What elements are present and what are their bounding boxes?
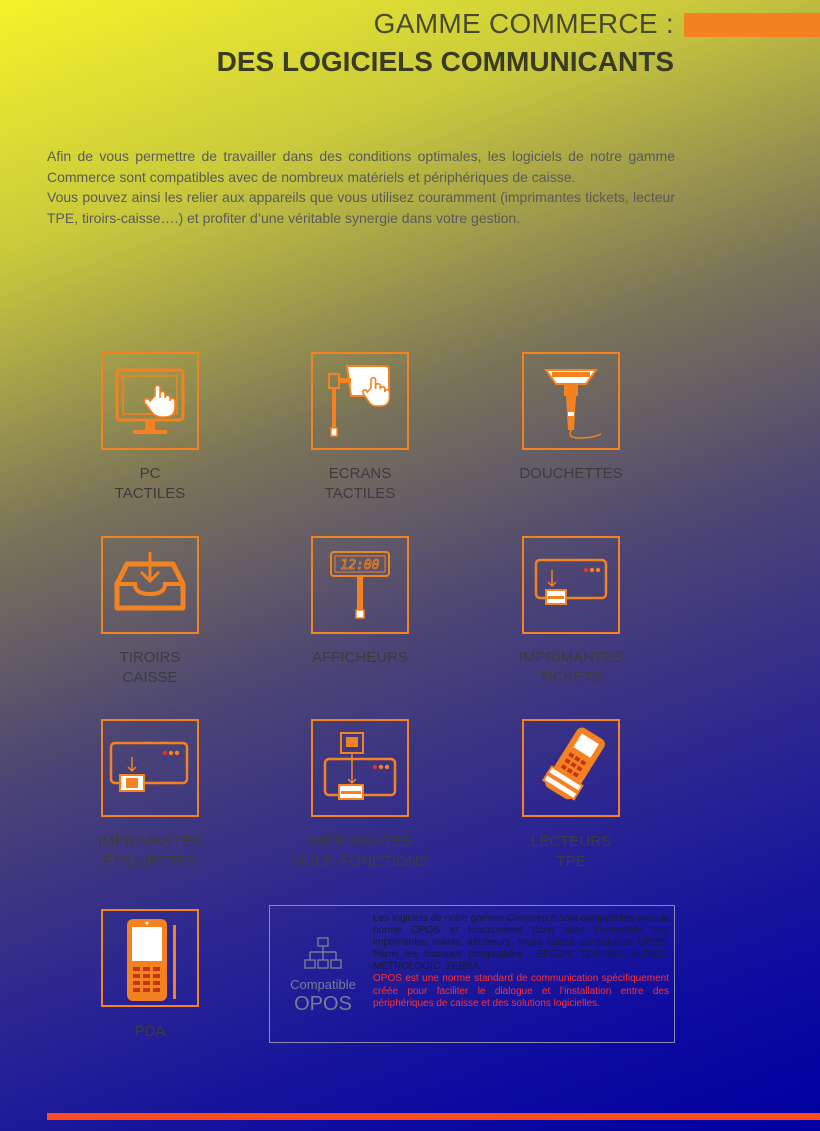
payment-terminal-icon (524, 721, 618, 815)
device-label-imprimantes-tickets: IMPRIMANTES TICKETS (518, 649, 624, 686)
opos-compatible-label: Compatible (290, 977, 356, 992)
network-hierarchy-icon (304, 936, 342, 972)
device-tile-imprimantes-multifonctions (311, 719, 409, 817)
cash-drawer-icon (103, 538, 197, 632)
device-label-imprimantes-etiquettes: IMPRIMANTES ÉTIQUETTES (97, 833, 203, 870)
title-accent-bar (684, 13, 820, 37)
intro-paragraph-1: Afin de vous permettre de travailler dans des conditions optimales, les logiciels de notre gamme Commerce sont compatibles avec de nombreux matériels et périphériques de caisse. (47, 148, 675, 185)
ticket-printer-icon (524, 538, 618, 632)
pda-icon (103, 911, 197, 1005)
intro-text (47, 146, 675, 228)
touch-screen-pole-icon (313, 354, 407, 448)
device-label-douchettes: DOUCHETTES (519, 465, 623, 482)
opos-description-compat: Les logiciels de notre gamme Commerce sont compatibles avec la norme OPOS et fonctionnent donc avec l’ensemble des imprimantes tickets, afficheurs, tiroirs caisse compatibles OPOS. Parmi les marques compatibles : EPSON, TOSHIBA, AURES, METROLOGIC, ZEBRA (373, 913, 669, 973)
footer-accent-bar (47, 1113, 820, 1120)
opos-name: OPOS (294, 993, 352, 1015)
device-tile-pda (101, 909, 199, 1007)
opos-description-definition: OPOS est une norme standard de communication spécifiquement créée pour faciliter le dialogue et l’installation entre des périphériques de caisse et des solutions logicielles. (373, 973, 669, 1009)
device-tile-imprimantes-etiquettes (101, 719, 199, 817)
device-label-ecrans-tactiles: ECRANS TACTILES (324, 465, 396, 502)
display-digits: 12:00 (340, 558, 380, 573)
page-title-line1: GAMME COMMERCE : (373, 8, 674, 39)
intro-paragraph-2: Vous pouvez ainsi les relier aux appareils que vous utilisez couramment (imprimantes tickets, lecteur TPE, tiroirs-caisse….) et profiter d’une véritable synergie dans votre gestion. (47, 189, 675, 226)
opos-description (373, 913, 669, 1010)
device-tile-imprimantes-tickets (522, 536, 620, 634)
device-label-pc-tactiles: PC TACTILES (114, 465, 186, 502)
opos-info-box (269, 905, 675, 1043)
page-title-line2: DES LOGICIELS COMMUNICANTS (216, 46, 674, 77)
device-tile-ecrans-tactiles (311, 352, 409, 450)
monitor-touch-icon (103, 354, 197, 448)
pole-display-icon (313, 538, 407, 632)
device-tile-afficheurs (311, 536, 409, 634)
device-tile-tiroirs-caisse (101, 536, 199, 634)
device-label-pda: PDA (134, 1023, 166, 1040)
device-tile-lecteurs-tpe (522, 719, 620, 817)
device-label-imprimantes-multifonctions: IMPRIMANTES MULTI-FONCTIONS (291, 833, 429, 870)
device-label-lecteurs-tpe: LECTEURS TPE (530, 833, 612, 870)
device-label-tiroirs-caisse: TIROIRS CAISSE (119, 649, 181, 686)
device-tile-douchettes (522, 352, 620, 450)
barcode-scanner-icon (524, 354, 618, 448)
label-printer-icon (103, 721, 197, 815)
device-label-afficheurs: AFFICHEURS (312, 649, 408, 666)
device-tile-pc-tactiles (101, 352, 199, 450)
multifunction-printer-icon (313, 721, 407, 815)
